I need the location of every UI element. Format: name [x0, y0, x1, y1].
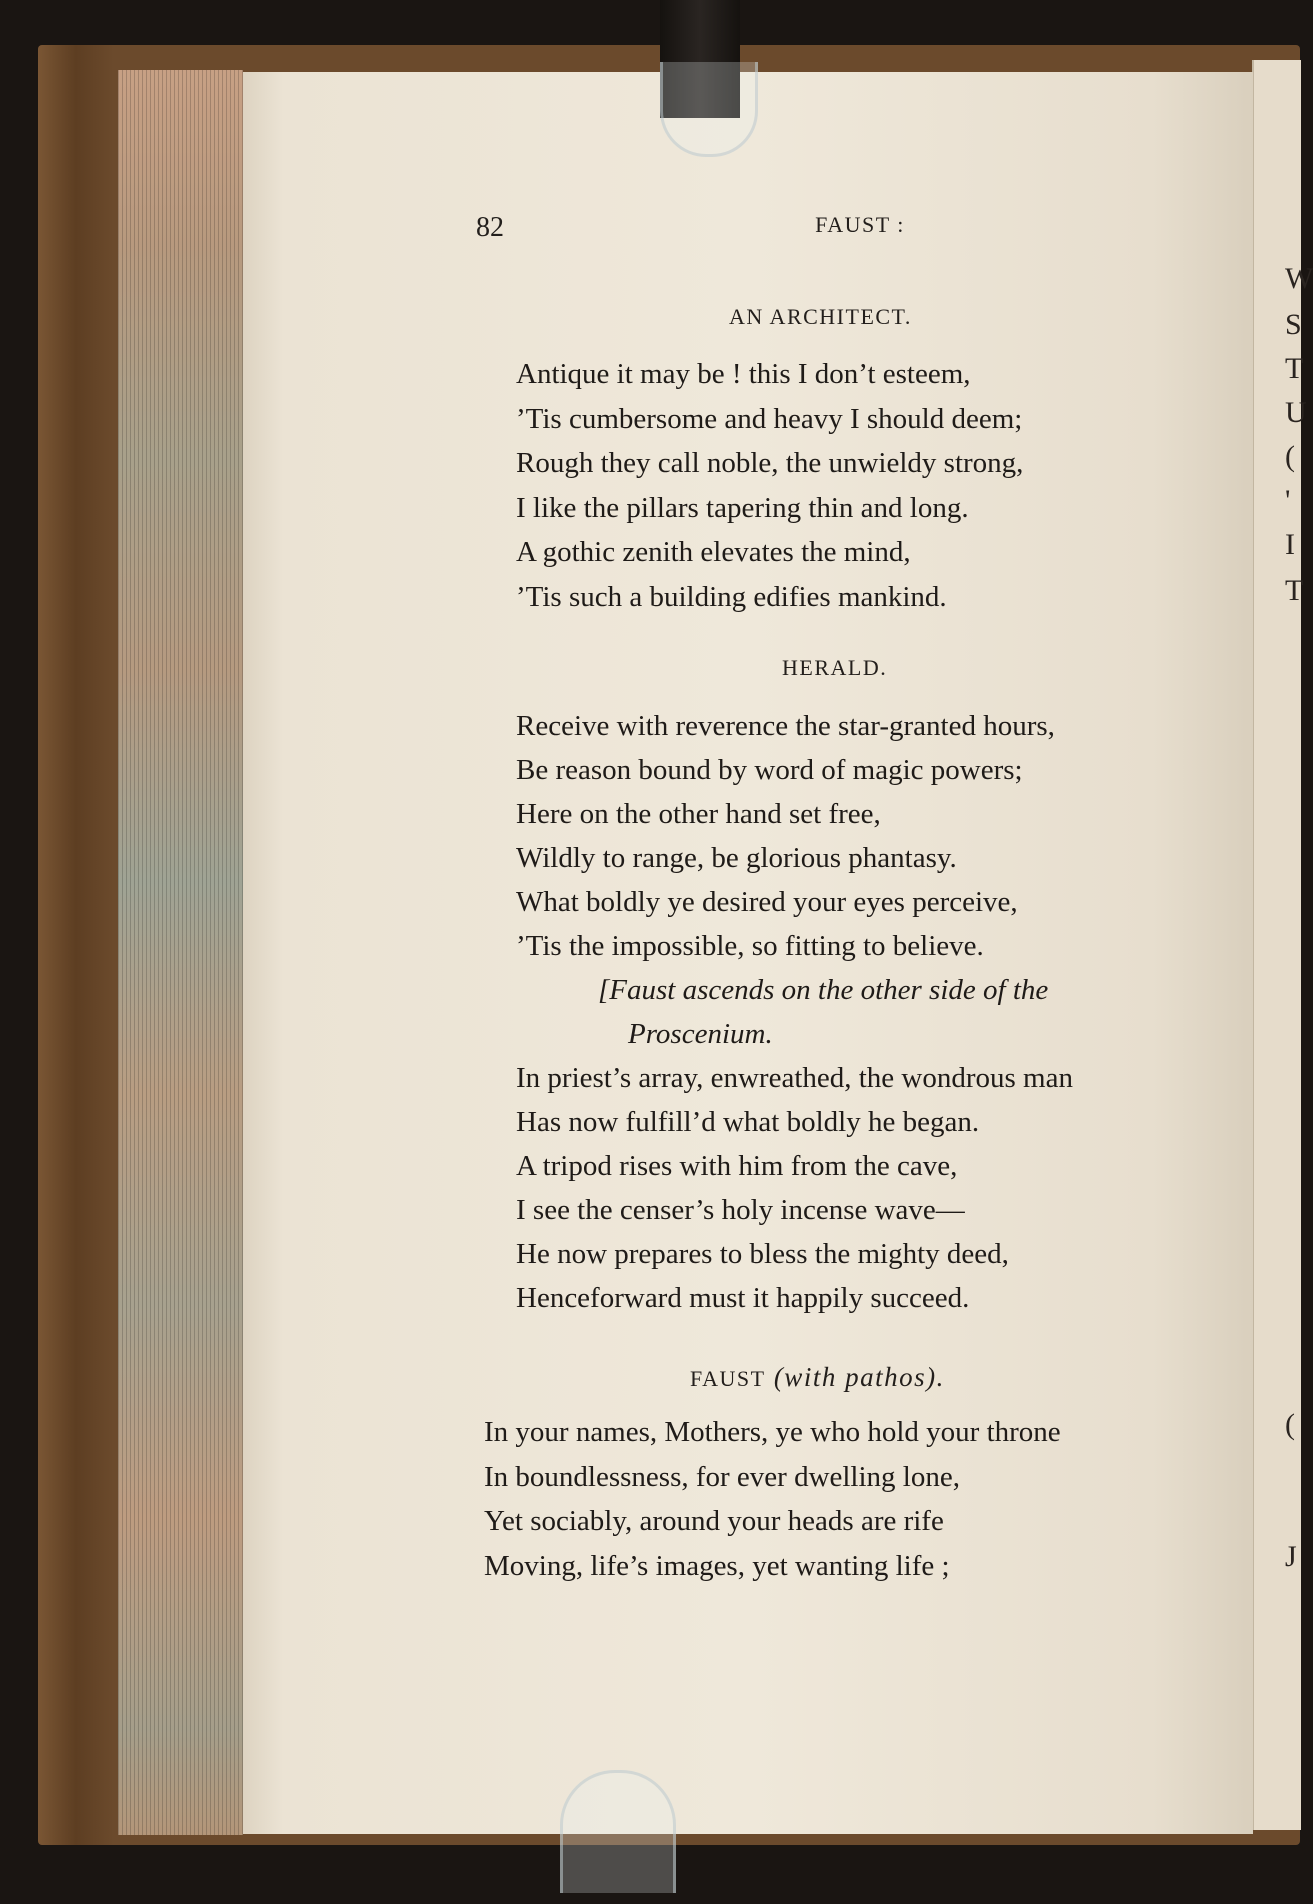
verse-line: He now prepares to bless the mighty deed,: [516, 1238, 1009, 1270]
verse-line: ’Tis the impossible, so fitting to believe.: [516, 930, 984, 962]
verse-line: Antique it may be ! this I don’t esteem,: [516, 358, 971, 390]
speaker-heading-herald: HERALD.: [782, 655, 888, 680]
facing-page-letter: S: [1285, 308, 1302, 341]
facing-page-letter: T: [1285, 352, 1304, 385]
facing-page-letter: (: [1285, 440, 1295, 473]
verse-line: In boundlessness, for ever dwelling lone,: [484, 1460, 960, 1493]
verse-line: Be reason bound by word of magic powers;: [516, 754, 1023, 786]
verse-line: In your names, Mothers, ye who hold your throne: [484, 1416, 1061, 1448]
stage-direction: [Faust ascends on the other side of the: [598, 974, 1049, 1006]
facing-page-letter: W: [1285, 262, 1313, 295]
facing-page-letter: I: [1285, 528, 1295, 561]
verse-faust: [484, 1410, 1061, 1588]
running-title: FAUST :: [815, 212, 905, 237]
page-clip-top: [660, 62, 758, 157]
verse-line: Henceforward must it happily succeed.: [516, 1282, 970, 1314]
speaker-heading-architect: AN ARCHITECT.: [729, 304, 912, 329]
verse-line: Has now fulfill’d what boldly he began.: [516, 1106, 980, 1138]
verse-line: Moving, life’s images, yet wanting life ;: [484, 1549, 950, 1582]
speaker-heading-faust: [690, 1362, 945, 1393]
facing-page-letter: T: [1285, 574, 1304, 607]
facing-page-letter: J: [1285, 1540, 1297, 1573]
verse-line: A gothic zenith elevates the mind,: [516, 536, 911, 568]
verse-architect: [516, 352, 1023, 619]
verse-line: I like the pillars tapering thin and long.: [516, 491, 969, 524]
verse-line: Receive with reverence the star-granted hours,: [516, 710, 1055, 742]
verse-line: In priest’s array, enwreathed, the wondrous man: [516, 1062, 1073, 1094]
verse-line: I see the censer’s holy incense wave—: [516, 1194, 965, 1226]
speaker-name: FAUST: [690, 1366, 766, 1391]
page-number: 82: [476, 212, 504, 243]
page-edges: [118, 70, 243, 1835]
verse-line: Here on the other hand set free,: [516, 798, 881, 830]
speaker-note: (with pathos).: [773, 1362, 945, 1392]
facing-page-letter: U: [1285, 396, 1307, 429]
stage-direction: Proscenium.: [628, 1018, 773, 1050]
verse-line: ’Tis cumbersome and heavy I should deem;: [516, 402, 1023, 435]
verse-line: A tripod rises with him from the cave,: [516, 1150, 958, 1182]
verse-line: Rough they call noble, the unwieldy strong,: [516, 447, 1024, 479]
verse-line: What boldly ye desired your eyes perceive,: [516, 886, 1018, 918]
verse-line: Yet sociably, around your heads are rife: [484, 1505, 944, 1537]
verse-line: Wildly to range, be glorious phantasy.: [516, 842, 957, 874]
verse-line: ’Tis such a building edifies mankind.: [516, 580, 947, 613]
verse-herald: [516, 704, 1073, 1320]
facing-page-letter: ': [1285, 484, 1291, 517]
page-clip-bottom: [560, 1770, 676, 1893]
facing-page-letter: (: [1285, 1408, 1295, 1441]
